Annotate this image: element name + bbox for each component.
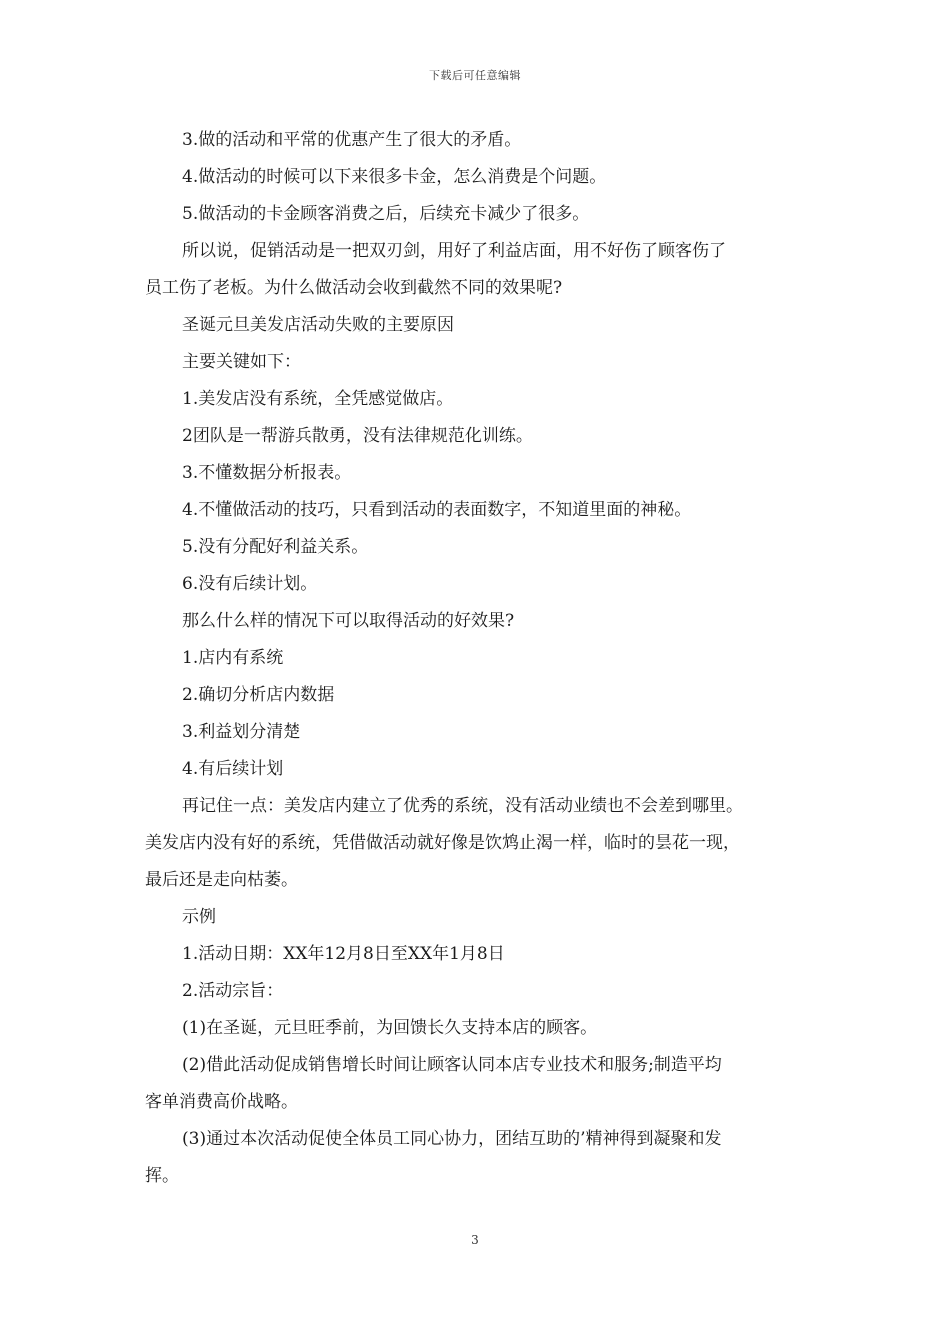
text-line: 4.不懂做活动的技巧，只看到活动的表面数字，不知道里面的神秘。 xyxy=(182,500,692,520)
text-line: 1.美发店没有系统，全凭感觉做店。 xyxy=(182,389,454,409)
text-line: 2.活动宗旨： xyxy=(182,981,284,1001)
text-line: 1.店内有系统 xyxy=(182,648,284,668)
text-line: 2团队是一帮游兵散勇，没有法律规范化训练。 xyxy=(182,426,533,446)
text-line: 5.没有分配好利益关系。 xyxy=(182,537,369,557)
text-line: 美发店内没有好的系统，凭借做活动就好像是饮鸩止渴一样，临时的昙花一现， xyxy=(145,833,740,853)
text-line: (3)通过本次活动促使全体员工同心协力，团结互助的’精神得到凝聚和发 xyxy=(182,1129,722,1149)
text-line: 4.有后续计划 xyxy=(182,759,284,779)
text-line: 员工伤了老板。为什么做活动会收到截然不同的效果呢? xyxy=(145,278,563,298)
text-line: 3.不懂数据分析报表。 xyxy=(182,463,352,483)
text-line: 圣诞元旦美发店活动失败的主要原因 xyxy=(182,315,454,335)
text-line: 最后还是走向枯萎。 xyxy=(145,870,298,890)
text-line: 1.活动日期：XX年12月8日至XX年1月8日 xyxy=(182,944,505,964)
text-line: 挥。 xyxy=(145,1166,179,1186)
page-header: 下载后可任意编辑 xyxy=(429,69,521,82)
text-line: (2)借此活动促成销售增长时间让顾客认同本店专业技术和服务;制造平均 xyxy=(182,1055,722,1075)
page-number: 3 xyxy=(471,1233,479,1247)
text-line: 3.做的活动和平常的优惠产生了很大的矛盾。 xyxy=(182,130,522,150)
document-body xyxy=(145,122,820,1195)
text-line: 4.做活动的时候可以下来很多卡金，怎么消费是个问题。 xyxy=(182,167,607,187)
text-line: 那么什么样的情况下可以取得活动的好效果? xyxy=(182,611,515,631)
text-line: 示例 xyxy=(182,907,216,927)
text-line: 2.确切分析店内数据 xyxy=(182,685,335,705)
text-line: 客单消费高价战略。 xyxy=(145,1092,298,1112)
text-line: 主要关键如下： xyxy=(182,352,301,372)
text-line: 3.利益划分清楚 xyxy=(182,722,301,742)
text-line: 5.做活动的卡金顾客消费之后，后续充卡减少了很多。 xyxy=(182,204,590,224)
text-line: (1)在圣诞，元旦旺季前，为回馈长久支持本店的顾客。 xyxy=(182,1018,598,1038)
text-line: 所以说，促销活动是一把双刃剑，用好了利益店面，用不好伤了顾客伤了 xyxy=(182,241,726,261)
text-line: 再记住一点：美发店内建立了优秀的系统，没有活动业绩也不会差到哪里。 xyxy=(182,796,743,816)
text-line: 6.没有后续计划。 xyxy=(182,574,318,594)
